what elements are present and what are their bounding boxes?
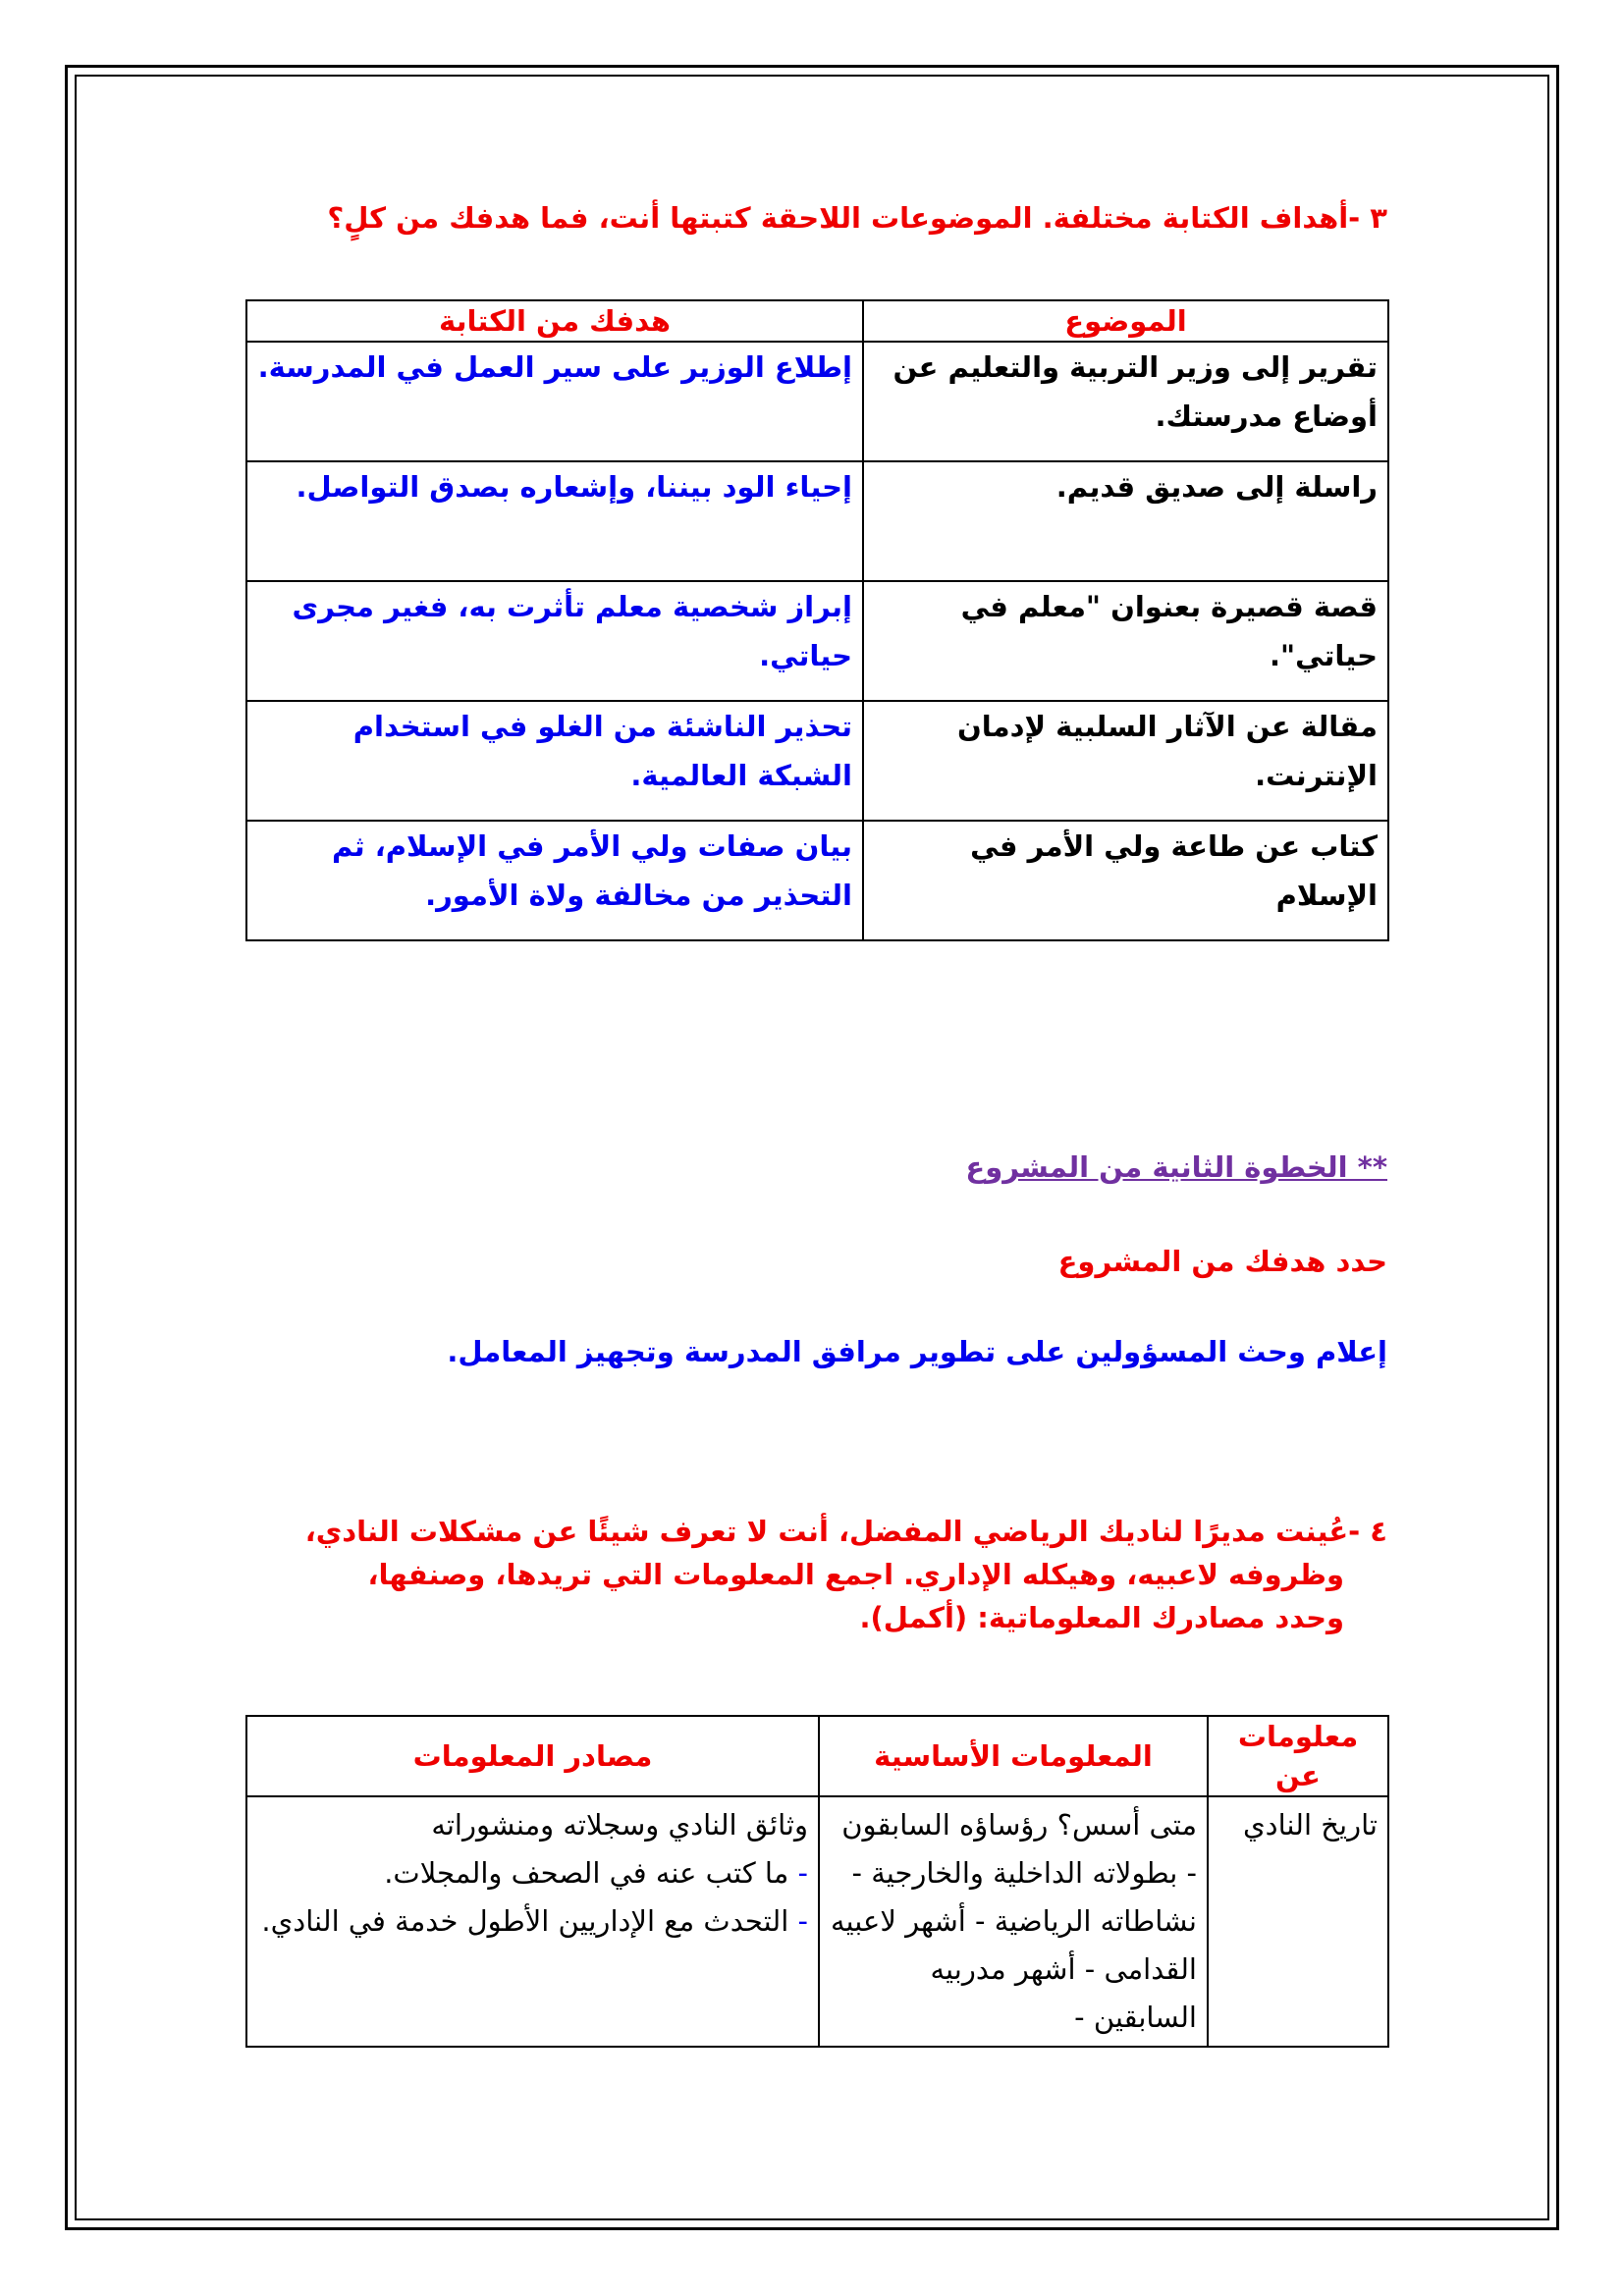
topic-cell: تقرير إلى وزير التربية والتعليم عن أوضاع مدرستك.	[863, 342, 1388, 461]
bullet-dash: -	[797, 1856, 808, 1890]
topic-cell: كتاب عن طاعة ولي الأمر في الإسلام	[863, 821, 1388, 940]
header-goal: هدفك من الكتابة	[246, 300, 863, 342]
source-text: وثائق النادي وسجلاته ومنشوراته	[431, 1808, 808, 1842]
goal-cell: تحذير الناشئة من الغلو في استخدام الشبكة العالمية.	[246, 701, 863, 821]
step-2-answer: إعلام وحث المسؤولين على تطوير مرافق المدرسة وتجهيز المعامل.	[447, 1335, 1387, 1368]
question-4-line-3: وحدد مصادرك المعلوماتية: (أكمل).	[859, 1601, 1344, 1634]
table-header-row	[246, 300, 1388, 342]
goal-cell: بيان صفات ولي الأمر في الإسلام، ثم التحذير من مخالفة ولاة الأمور.	[246, 821, 863, 940]
header-sources: مصادر المعلومات	[246, 1716, 819, 1796]
header-about: معلومات عن	[1208, 1716, 1388, 1796]
club-info-table	[245, 1715, 1389, 2048]
topic-cell: قصة قصيرة بعنوان "معلم في حياتي".	[863, 581, 1388, 701]
table-row	[246, 581, 1388, 701]
about-cell: تاريخ النادي	[1208, 1796, 1388, 2047]
table-row	[246, 821, 1388, 940]
source-item	[257, 1897, 808, 1946]
step-2-subheading: حدد هدفك من المشروع	[1057, 1245, 1387, 1278]
step-2-heading: ** الخطوة الثانية من المشروع	[965, 1150, 1387, 1184]
table-row	[246, 342, 1388, 461]
topic-cell: مقالة عن الآثار السلبية لإدمان الإنترنت.	[863, 701, 1388, 821]
goal-cell: إحياء الود بيننا، وإشعاره بصدق التواصل.	[246, 461, 863, 581]
question-4-line-1: ٤ -عُينت مديرًا لناديك الرياضي المفضل، أنت لا تعرف شيئًا عن مشكلات النادي،	[304, 1515, 1387, 1548]
topic-cell: راسلة إلى صديق قديم.	[863, 461, 1388, 581]
table-row	[246, 461, 1388, 581]
question-3-title: ٣ -أهداف الكتابة مختلفة. الموضوعات اللاحقة كتبتها أنت، فما هدفك من كلٍ؟	[327, 201, 1387, 235]
header-topic: الموضوع	[863, 300, 1388, 342]
table-row	[246, 1796, 1388, 2047]
question-4-text	[258, 1510, 1387, 1639]
source-item	[257, 1801, 808, 1849]
table-row	[246, 701, 1388, 821]
source-text: ما كتب عنه في الصحف والمجلات.	[384, 1856, 789, 1890]
header-info: المعلومات الأساسية	[819, 1716, 1208, 1796]
goal-cell: إبراز شخصية معلم تأثرت به، فغير مجرى حياتي.	[246, 581, 863, 701]
goal-cell: إطلاع الوزير على سير العمل في المدرسة.	[246, 342, 863, 461]
bullet-dash: -	[797, 1904, 808, 1938]
source-item	[257, 1849, 808, 1897]
question-4-line-2: وظروفه لاعبيه، وهيكله الإداري. اجمع المعلومات التي تريدها، وصنفها،	[367, 1558, 1344, 1591]
table-header-row	[246, 1716, 1388, 1796]
info-cell: متى أسس؟ رؤساؤه السابقون - بطولاته الداخلية والخارجية - نشاطاته الرياضية - أشهر لاعبيه القدامى - أشهر مدربيه السابقين -	[819, 1796, 1208, 2047]
source-text: التحدث مع الإداريين الأطول خدمة في النادي.	[261, 1904, 789, 1938]
writing-goals-table	[245, 299, 1389, 941]
sources-cell	[246, 1796, 819, 2047]
